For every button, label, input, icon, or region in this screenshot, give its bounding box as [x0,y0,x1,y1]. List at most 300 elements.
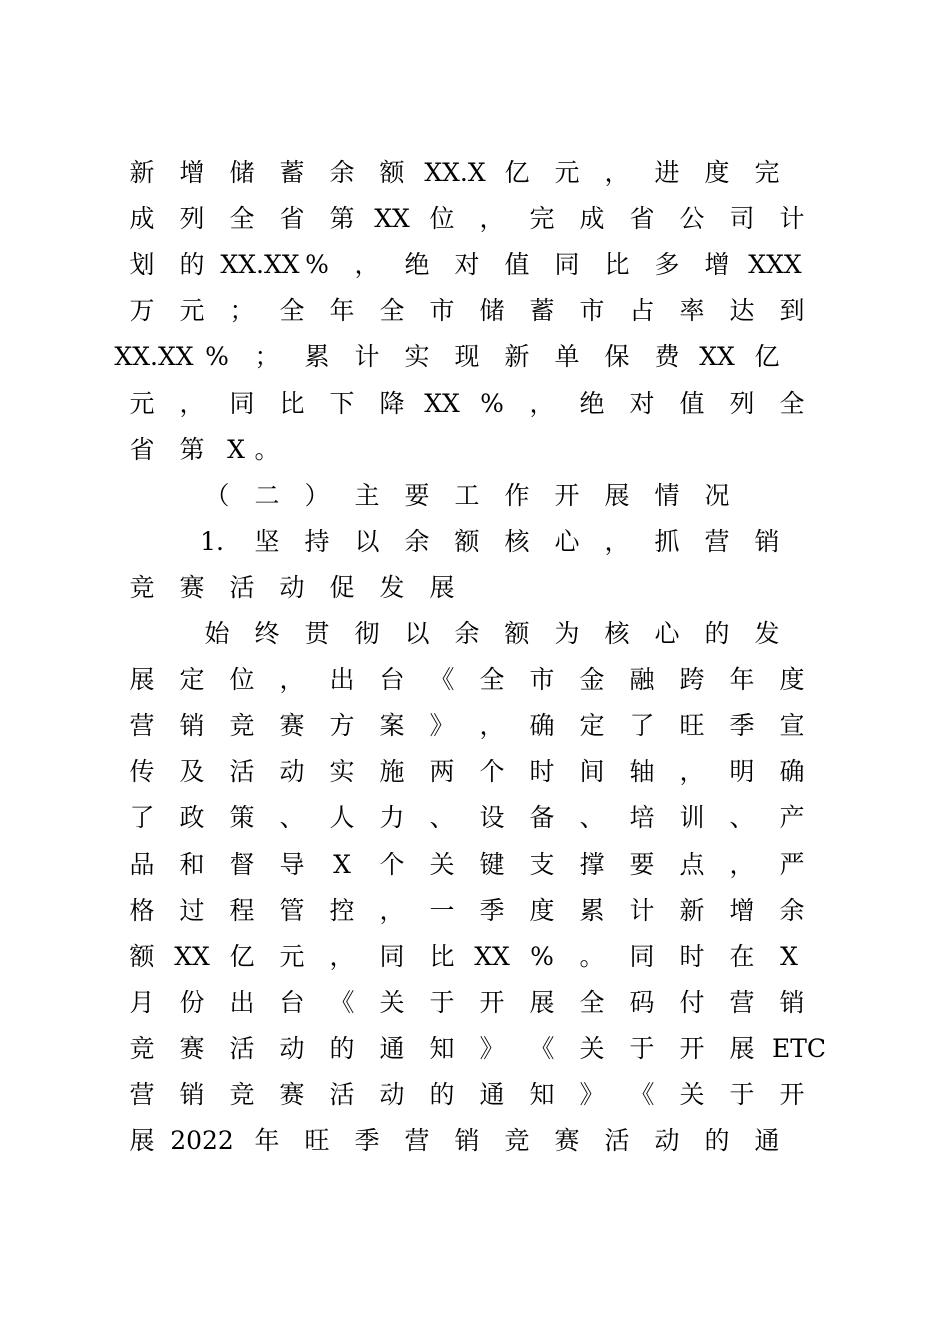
text-token: ， [279,665,305,695]
text-token: 赛 [554,1126,580,1156]
text-token: 的 [429,1080,455,1109]
text-token: 开 [479,987,505,1017]
text-token: 赛 [179,572,205,602]
text-token: 要 [629,849,655,879]
text-token: 度 [704,158,730,187]
text-token: 营 [129,711,155,741]
text-token: 出 [229,987,255,1017]
text-token: 增 [179,158,205,187]
text-token: 方 [329,711,355,741]
text-token: 展 [529,987,555,1017]
text-token: 知 [429,1033,455,1063]
text-token: 竞 [504,1126,530,1156]
text-token: XX [374,204,410,234]
text-token: 赛 [279,1080,305,1109]
text-token: 了 [129,803,155,833]
text-token: 于 [429,987,455,1017]
text-token: 蓄 [529,296,555,326]
text-token: 知 [529,1080,555,1109]
text-token: 时 [529,757,555,787]
text-token: 宣 [779,711,805,741]
text-token: 人 [329,803,355,833]
text-token: 付 [679,987,705,1017]
text-token: 定 [179,665,205,695]
text-token: 持 [304,526,330,556]
text-token: 及 [179,757,205,787]
text-token: ， [354,250,380,280]
text-token: 市 [579,296,605,326]
text-token: ， [604,526,630,556]
text-token: 贯 [304,619,330,648]
text-token: XX [424,388,460,418]
text-token: 跨 [679,665,705,695]
text-token: 列 [729,388,755,418]
text-token: 市 [529,665,555,695]
text-token: 全 [229,204,255,234]
text-token: XX [699,342,735,372]
text-token: % [205,342,229,372]
text-token: ， [729,849,755,879]
text-token: 活 [229,757,255,787]
text-token: 年 [329,296,355,326]
text-token: 政 [179,803,205,833]
text-line [0,845,950,885]
text-token: 案 [379,711,405,741]
text-line [0,660,950,700]
text-token: 计 [779,204,805,234]
text-token: 率 [679,296,705,326]
subsection-heading [0,522,950,562]
text-token: 竞 [129,1033,155,1063]
text-token: 。 [254,434,280,464]
text-token: 、 [279,803,305,833]
text-token: 的 [179,250,205,280]
text-token: ） [304,480,330,510]
text-token: 通 [479,1080,505,1109]
text-token: 发 [754,619,780,648]
text-token: 一 [429,895,455,925]
text-token: 同 [629,941,655,971]
text-token: 进 [654,158,680,187]
text-token: 多 [654,250,680,280]
text-token: 培 [629,803,655,833]
text-token: 2022 [170,1126,234,1156]
text-token: 比 [429,941,455,971]
text-token: 设 [479,803,505,833]
text-token: 划 [129,250,155,280]
text-token: 完 [529,204,555,234]
text-line [0,798,950,838]
text-token: 管 [279,895,305,925]
text-token: 金 [579,665,605,695]
text-line [0,706,950,746]
text-token: ， [604,158,630,187]
text-token: 新 [129,158,155,187]
text-token: 销 [779,987,805,1017]
text-token: 键 [479,849,505,879]
text-token: % [480,388,504,418]
text-line [0,291,950,331]
text-token: ， [329,941,355,971]
text-token: 成 [579,204,605,234]
text-token: 个 [479,757,505,787]
text-line [0,430,950,470]
text-token: XX [174,941,210,971]
text-token: 元 [179,296,205,326]
text-token: 余 [329,158,355,187]
text-token: 同 [379,941,405,971]
text-token: 增 [704,250,730,280]
text-token: 时 [679,941,705,971]
text-token: 蓄 [279,158,305,187]
text-token: 全 [279,296,305,326]
text-token: 位 [429,204,455,234]
text-line [0,1029,950,1069]
text-token: 间 [579,757,605,787]
text-token: 度 [779,665,805,695]
text-token: 、 [729,803,755,833]
text-token: 格 [129,895,155,925]
text-token: 营 [729,987,755,1017]
text-token: 亿 [229,941,255,971]
text-line [0,337,950,377]
text-token: 的 [704,619,730,648]
text-token: 二 [254,480,280,510]
text-token: 撑 [579,849,605,879]
text-token: 绝 [404,250,430,280]
text-token: 要 [404,480,430,510]
text-token: 余 [779,895,805,925]
text-line [0,1075,950,1115]
text-line [0,199,950,239]
text-token: 公 [679,204,705,234]
text-token: 竞 [229,1080,255,1109]
text-token: 明 [729,757,755,787]
text-token: 元 [554,158,580,187]
text-line [0,891,950,931]
text-token: 比 [604,250,630,280]
text-token: XX [474,941,510,971]
text-token: 新 [504,342,530,372]
text-token: 融 [629,665,655,695]
text-token: 情 [654,480,680,510]
text-token: 省 [129,434,155,464]
text-token: 关 [429,849,455,879]
text-token: 累 [304,342,330,372]
text-token: 抓 [654,526,680,556]
text-token: 同 [554,250,580,280]
text-token: 值 [679,388,705,418]
text-token: 累 [579,895,605,925]
text-token: ， [529,388,555,418]
text-token: 司 [729,204,755,234]
text-token: 心 [654,619,680,648]
text-token: XXX [748,250,802,280]
text-token: 活 [229,572,255,602]
text-token: 的 [704,1126,730,1156]
text-token: 展 [729,1033,755,1063]
text-token: 储 [479,296,505,326]
text-token: % [530,941,554,971]
text-token: 展 [604,480,630,510]
text-token: 元 [129,388,155,418]
text-token: 核 [504,526,530,556]
text-token: 训 [679,803,705,833]
text-token: 储 [229,158,255,187]
text-token: 销 [754,526,780,556]
text-token: 《 [529,1033,555,1063]
text-token: 以 [354,526,380,556]
text-token: 了 [629,711,655,741]
text-token: 主 [354,480,380,510]
text-token: 、 [579,803,605,833]
text-token: 达 [729,296,755,326]
text-token: 定 [579,711,605,741]
text-token: 实 [329,757,355,787]
text-token: 元 [279,941,305,971]
text-token: 支 [529,849,555,879]
text-token: 对 [629,388,655,418]
text-token: 亿 [504,158,530,187]
text-token: 绝 [579,388,605,418]
text-token: X [227,434,245,464]
text-token: 施 [379,757,405,787]
text-token: 销 [179,711,205,741]
text-token: 销 [454,1126,480,1156]
text-token: XX.XX [220,250,300,280]
text-token: 旺 [304,1126,330,1156]
text-token: 展 [129,665,155,695]
text-line [0,983,950,1023]
text-token: 码 [629,987,655,1017]
text-token: 《 [629,1080,655,1109]
text-token: 竞 [129,572,155,602]
text-token: 作 [504,480,530,510]
text-token: 备 [529,803,555,833]
text-token: 个 [379,849,405,879]
text-token: 额 [504,619,530,648]
text-token: 》 [479,1033,505,1063]
text-token: 关 [679,1080,705,1109]
text-token: 展 [429,572,455,602]
text-token: 的 [329,1033,355,1063]
text-token: 增 [729,895,755,925]
text-token: 轴 [629,757,655,787]
text-token: 活 [329,1080,355,1109]
text-token: 额 [454,526,480,556]
text-token: 关 [379,987,405,1017]
text-token: 省 [629,204,655,234]
text-token: 活 [604,1126,630,1156]
text-line [0,384,950,424]
text-token: 动 [279,1033,305,1063]
text-token: X [333,849,351,879]
text-token: 竞 [229,711,255,741]
text-token: 市 [429,296,455,326]
text-line [0,614,950,654]
text-token: 确 [779,757,805,787]
text-token: 促 [329,572,355,602]
text-token: 以 [404,619,430,648]
text-token: 余 [454,619,480,648]
text-token: 开 [779,1080,805,1109]
text-token: 销 [179,1080,205,1109]
text-token: 现 [454,342,480,372]
text-token: 在 [729,941,755,971]
text-token: 《 [329,987,355,1017]
text-token: 单 [554,342,580,372]
text-token: 1. [200,526,224,556]
text-token: 通 [754,1126,780,1156]
text-token: 份 [179,987,205,1017]
text-token: 第 [329,204,355,234]
text-line [0,1121,950,1161]
text-token: 台 [379,665,405,695]
text-token: 《 [429,665,455,695]
text-token: 下 [329,388,355,418]
text-token: 位 [229,665,255,695]
text-token: 发 [379,572,405,602]
text-token: 赛 [279,711,305,741]
text-token: 力 [379,803,405,833]
text-token: ； [254,342,280,372]
text-token: 过 [179,895,205,925]
text-token: 降 [379,388,405,418]
text-token: 产 [779,803,805,833]
text-token: 和 [179,849,205,879]
text-token: 控 [329,895,355,925]
text-token: 值 [504,250,530,280]
text-token: 》 [579,1080,605,1109]
text-token: 完 [754,158,780,187]
text-token: 关 [579,1033,605,1063]
text-token: ， [179,388,205,418]
text-token: 活 [229,1033,255,1063]
text-token: 心 [554,526,580,556]
text-line [0,245,950,285]
text-token: 传 [129,757,155,787]
text-token: 开 [554,480,580,510]
text-token: 年 [254,1126,280,1156]
text-token: 省 [279,204,305,234]
text-token: 出 [329,665,355,695]
text-token: 额 [129,941,155,971]
text-token: 计 [629,895,655,925]
text-token: 展 [129,1126,155,1156]
text-token: 导 [279,849,305,879]
text-token: 确 [529,711,555,741]
text-token: 坚 [254,526,280,556]
text-token: 彻 [354,619,380,648]
section-heading [0,476,950,516]
text-line [0,153,950,193]
text-token: 全 [379,296,405,326]
text-token: 况 [704,480,730,510]
text-token: 动 [279,757,305,787]
text-line [0,937,950,977]
text-token: 开 [679,1033,705,1063]
text-token: 动 [379,1080,405,1109]
text-token: ， [379,895,405,925]
text-token: 终 [254,619,280,648]
text-token: % [305,250,329,280]
text-token: 保 [604,342,630,372]
text-token: XX.XX [114,342,194,372]
text-token: 台 [279,987,305,1017]
subsection-heading [0,568,950,608]
text-token: XX.X [424,158,486,187]
text-token: 品 [129,849,155,879]
text-token: 策 [229,803,255,833]
text-token: ； [229,296,255,326]
text-token: 为 [554,619,580,648]
text-token: 额 [379,158,405,187]
text-token: 营 [704,526,730,556]
text-token: 通 [379,1033,405,1063]
text-line [0,752,950,792]
text-token: 余 [404,526,430,556]
text-token: 对 [454,250,480,280]
text-token: 占 [629,296,655,326]
text-token: 动 [654,1126,680,1156]
text-token: 同 [229,388,255,418]
text-token: 营 [404,1126,430,1156]
text-token: 、 [429,803,455,833]
text-token: 工 [454,480,480,510]
text-token: 月 [129,987,155,1017]
text-token: 比 [279,388,305,418]
text-token: 两 [429,757,455,787]
text-token: 列 [179,204,205,234]
text-token: 程 [229,895,255,925]
text-token: 万 [129,296,155,326]
text-token: X [780,941,798,971]
text-token: 新 [679,895,705,925]
text-token: 全 [479,665,505,695]
text-token: 实 [404,342,430,372]
text-token: 成 [129,204,155,234]
text-token: ETC [771,1033,827,1063]
text-token: 始 [204,619,230,648]
text-token: 旺 [679,711,705,741]
text-token: 到 [779,296,805,326]
text-token: 季 [354,1126,380,1156]
text-token: （ [204,480,230,510]
text-token: 点 [679,849,705,879]
text-token: 全 [579,987,605,1017]
text-token: 费 [654,342,680,372]
text-token: 营 [129,1080,155,1109]
text-token: ， [479,711,505,741]
text-token: 季 [729,711,755,741]
text-token: 动 [279,572,305,602]
text-token: 核 [604,619,630,648]
text-token: 年 [729,665,755,695]
text-token: 度 [529,895,555,925]
text-token: 严 [779,849,805,879]
text-token: 于 [629,1033,655,1063]
text-token: 亿 [754,342,780,372]
text-token: 于 [729,1080,755,1109]
text-token: 季 [479,895,505,925]
text-token: 计 [354,342,380,372]
text-token: 。 [579,941,605,971]
text-token: ， [479,204,505,234]
text-token: 第 [179,434,205,464]
text-token: 全 [779,388,805,418]
text-token: 赛 [179,1033,205,1063]
text-token: 》 [429,711,455,741]
